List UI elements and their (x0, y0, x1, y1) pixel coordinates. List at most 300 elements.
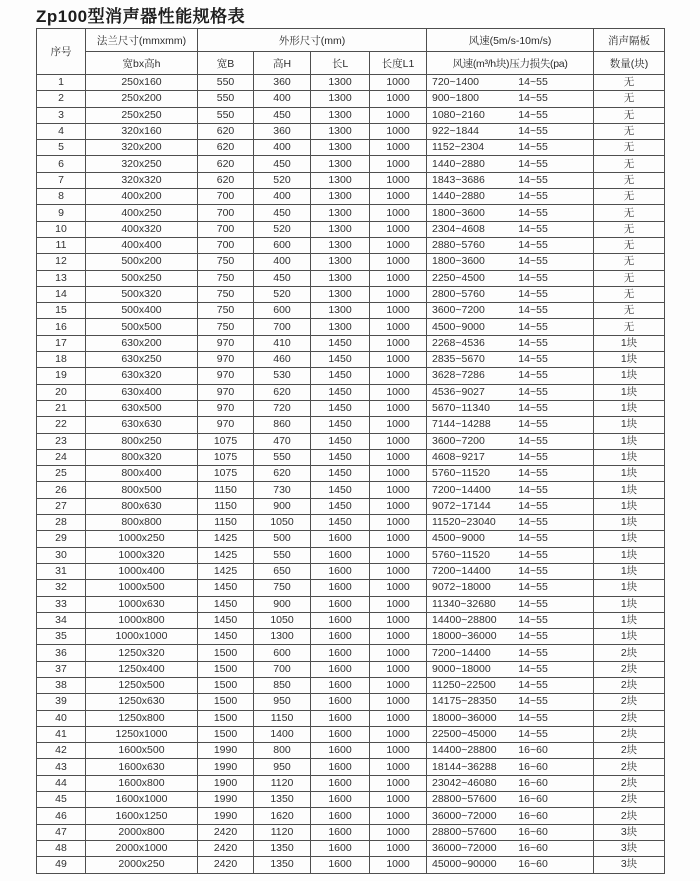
cell-length-l1: 1000 (370, 531, 427, 547)
cell-width-b: 1075 (198, 466, 254, 482)
cell-airflow-range: 2304~4608 (432, 222, 485, 235)
table-row (37, 91, 665, 107)
cell-wind (427, 205, 594, 221)
cell-pressure-loss: 14~55 (518, 125, 548, 138)
cell-height-h: 1120 (254, 775, 311, 791)
cell-width-b: 550 (198, 91, 254, 107)
cell-seq: 16 (37, 319, 86, 335)
cell-seq: 27 (37, 498, 86, 514)
cell-length-l1: 1000 (370, 237, 427, 253)
cell-pressure-loss: 16~60 (518, 809, 548, 822)
cell-width-b: 1450 (198, 612, 254, 628)
cell-pressure-loss: 14~55 (518, 548, 548, 561)
cell-width-b: 1500 (198, 726, 254, 742)
cell-pressure-loss: 14~55 (518, 271, 548, 284)
table-row (37, 694, 665, 710)
cell-baffle-count: 1块 (594, 384, 665, 400)
cell-height-h: 500 (254, 531, 311, 547)
cell-seq: 8 (37, 189, 86, 205)
cell-height-h: 730 (254, 482, 311, 498)
cell-length-l1: 1000 (370, 629, 427, 645)
cell-wind (427, 726, 594, 742)
cell-airflow-range: 9000~18000 (432, 662, 491, 675)
cell-length-l1: 1000 (370, 743, 427, 759)
cell-seq: 48 (37, 840, 86, 856)
table-row (37, 743, 665, 759)
cell-airflow-range: 36000~72000 (432, 842, 497, 855)
cell-width-b: 1075 (198, 433, 254, 449)
cell-wind (427, 482, 594, 498)
cell-length-l: 1600 (311, 775, 370, 791)
cell-seq: 12 (37, 254, 86, 270)
cell-pressure-loss: 14~55 (518, 728, 548, 741)
cell-wind (427, 629, 594, 645)
cell-width-b: 1500 (198, 645, 254, 661)
cell-width-b: 620 (198, 172, 254, 188)
cell-width-b: 1075 (198, 449, 254, 465)
cell-length-l1: 1000 (370, 140, 427, 156)
cell-airflow-range: 11250~22500 (432, 679, 496, 692)
cell-seq: 28 (37, 515, 86, 531)
cell-baffle-count: 1块 (594, 368, 665, 384)
cell-wind (427, 775, 594, 791)
cell-length-l: 1450 (311, 400, 370, 416)
cell-length-l: 1300 (311, 237, 370, 253)
cell-seq: 22 (37, 417, 86, 433)
cell-length-l: 1450 (311, 482, 370, 498)
cell-seq: 47 (37, 824, 86, 840)
table-row (37, 123, 665, 139)
cell-flange-size: 1600x630 (86, 759, 198, 775)
cell-wind (427, 792, 594, 808)
cell-baffle-count: 2块 (594, 710, 665, 726)
cell-height-h: 360 (254, 75, 311, 91)
cell-airflow-range: 7200~14400 (432, 646, 491, 659)
cell-baffle-count: 1块 (594, 629, 665, 645)
cell-airflow-range: 7200~14400 (432, 483, 491, 496)
cell-pressure-loss: 14~55 (518, 157, 548, 170)
cell-width-b: 620 (198, 156, 254, 172)
cell-seq: 11 (37, 237, 86, 253)
cell-flange-size: 500x250 (86, 270, 198, 286)
cell-length-l: 1300 (311, 75, 370, 91)
cell-width-b: 1990 (198, 743, 254, 759)
cell-width-b: 1450 (198, 596, 254, 612)
table-row (37, 156, 665, 172)
cell-baffle-count: 无 (594, 205, 665, 221)
cell-flange-size: 2000x250 (86, 857, 198, 873)
cell-baffle-count: 2块 (594, 775, 665, 791)
cell-flange-size: 320x160 (86, 123, 198, 139)
cell-height-h: 360 (254, 123, 311, 139)
cell-flange-size: 1250x1000 (86, 726, 198, 742)
cell-height-h: 400 (254, 91, 311, 107)
cell-baffle-count: 无 (594, 221, 665, 237)
cell-pressure-loss: 14~55 (518, 613, 548, 626)
cell-length-l: 1600 (311, 661, 370, 677)
cell-flange-size: 320x200 (86, 140, 198, 156)
cell-length-l1: 1000 (370, 710, 427, 726)
table-row (37, 189, 665, 205)
cell-airflow-range: 3628~7286 (432, 369, 485, 382)
cell-baffle-count: 1块 (594, 563, 665, 579)
cell-airflow-range: 28800~57600 (432, 825, 497, 838)
cell-airflow-range: 1440~2880 (432, 190, 485, 203)
cell-pressure-loss: 16~60 (518, 793, 548, 806)
cell-seq: 13 (37, 270, 86, 286)
cell-baffle-count: 无 (594, 140, 665, 156)
cell-baffle-count: 1块 (594, 531, 665, 547)
table-row (37, 857, 665, 873)
cell-pressure-loss: 14~55 (518, 565, 548, 578)
cell-baffle-count: 2块 (594, 694, 665, 710)
cell-seq: 18 (37, 352, 86, 368)
cell-baffle-count: 1块 (594, 596, 665, 612)
table-row (37, 596, 665, 612)
cell-pressure-loss: 16~60 (518, 760, 548, 773)
cell-flange-size: 400x400 (86, 237, 198, 253)
cell-height-h: 1050 (254, 612, 311, 628)
cell-wind (427, 270, 594, 286)
cell-pressure-loss: 14~55 (518, 662, 548, 675)
cell-seq: 14 (37, 286, 86, 302)
cell-length-l: 1600 (311, 580, 370, 596)
cell-wind (427, 75, 594, 91)
cell-seq: 40 (37, 710, 86, 726)
cell-length-l1: 1000 (370, 775, 427, 791)
cell-baffle-count: 3块 (594, 824, 665, 840)
cell-width-b: 750 (198, 286, 254, 302)
header-outline-group: 外形尺寸(mm) (198, 29, 427, 52)
cell-height-h: 1620 (254, 808, 311, 824)
cell-flange-size: 800x400 (86, 466, 198, 482)
cell-length-l: 1600 (311, 629, 370, 645)
cell-width-b: 1450 (198, 580, 254, 596)
cell-baffle-count: 无 (594, 107, 665, 123)
cell-length-l1: 1000 (370, 449, 427, 465)
cell-baffle-count: 2块 (594, 792, 665, 808)
cell-length-l: 1300 (311, 270, 370, 286)
cell-length-l: 1450 (311, 352, 370, 368)
table-row (37, 417, 665, 433)
cell-airflow-range: 23042~46080 (432, 776, 497, 789)
cell-wind (427, 580, 594, 596)
cell-height-h: 410 (254, 335, 311, 351)
cell-height-h: 800 (254, 743, 311, 759)
cell-length-l: 1600 (311, 743, 370, 759)
cell-airflow-range: 2800~5760 (432, 288, 485, 300)
cell-pressure-loss: 14~55 (518, 92, 548, 105)
cell-length-l1: 1000 (370, 563, 427, 579)
cell-baffle-count: 3块 (594, 857, 665, 873)
cell-length-l: 1600 (311, 792, 370, 808)
cell-wind (427, 140, 594, 156)
cell-pressure-loss: 14~55 (518, 450, 548, 463)
cell-length-l: 1300 (311, 205, 370, 221)
cell-width-b: 970 (198, 368, 254, 384)
cell-pressure-loss: 14~55 (518, 353, 548, 366)
cell-length-l: 1450 (311, 384, 370, 400)
cell-length-l1: 1000 (370, 123, 427, 139)
cell-seq: 43 (37, 759, 86, 775)
cell-baffle-count: 2块 (594, 743, 665, 759)
header-baffle-sub: 数量(块) (594, 52, 665, 75)
cell-width-b: 1425 (198, 563, 254, 579)
cell-wind (427, 384, 594, 400)
cell-wind (427, 645, 594, 661)
cell-length-l1: 1000 (370, 107, 427, 123)
cell-length-l: 1600 (311, 531, 370, 547)
cell-length-l1: 1000 (370, 726, 427, 742)
cell-height-h: 720 (254, 400, 311, 416)
table-row (37, 107, 665, 123)
cell-flange-size: 500x400 (86, 303, 198, 319)
cell-length-l: 1600 (311, 596, 370, 612)
cell-wind (427, 466, 594, 482)
cell-seq: 26 (37, 482, 86, 498)
cell-length-l1: 1000 (370, 335, 427, 351)
cell-baffle-count: 1块 (594, 498, 665, 514)
cell-pressure-loss: 14~55 (518, 532, 548, 545)
header-seq: 序号 (37, 29, 86, 75)
cell-height-h: 400 (254, 140, 311, 156)
cell-height-h: 620 (254, 384, 311, 400)
cell-length-l1: 1000 (370, 857, 427, 873)
cell-flange-size: 320x250 (86, 156, 198, 172)
header-height-h: 高H (254, 52, 311, 75)
cell-seq: 29 (37, 531, 86, 547)
cell-length-l1: 1000 (370, 466, 427, 482)
cell-height-h: 950 (254, 694, 311, 710)
table-row (37, 710, 665, 726)
cell-width-b: 970 (198, 335, 254, 351)
cell-width-b: 1500 (198, 710, 254, 726)
header-row-subs (37, 52, 665, 75)
cell-height-h: 1050 (254, 515, 311, 531)
header-wind-sub: 风速(m³/h块)压力损失(pa) (427, 52, 594, 75)
cell-flange-size: 1000x800 (86, 612, 198, 628)
cell-airflow-range: 4500~9000 (432, 532, 485, 545)
cell-seq: 36 (37, 645, 86, 661)
cell-flange-size: 1600x500 (86, 743, 198, 759)
cell-flange-size: 630x630 (86, 417, 198, 433)
cell-seq: 24 (37, 449, 86, 465)
cell-width-b: 620 (198, 140, 254, 156)
cell-pressure-loss: 14~55 (518, 402, 548, 415)
cell-length-l1: 1000 (370, 352, 427, 368)
cell-width-b: 700 (198, 237, 254, 253)
cell-width-b: 1500 (198, 677, 254, 693)
cell-pressure-loss: 14~55 (518, 467, 548, 480)
cell-airflow-range: 1440~2880 (432, 157, 485, 170)
cell-length-l1: 1000 (370, 808, 427, 824)
cell-length-l1: 1000 (370, 205, 427, 221)
cell-height-h: 1120 (254, 824, 311, 840)
cell-length-l1: 1000 (370, 319, 427, 335)
cell-length-l1: 1000 (370, 677, 427, 693)
cell-airflow-range: 922~1844 (432, 125, 480, 138)
cell-height-h: 600 (254, 237, 311, 253)
cell-airflow-range: 18000~36000 (432, 630, 497, 643)
table-row (37, 661, 665, 677)
cell-seq: 3 (37, 107, 86, 123)
cell-width-b: 970 (198, 352, 254, 368)
cell-width-b: 1500 (198, 694, 254, 710)
cell-length-l: 1300 (311, 221, 370, 237)
cell-baffle-count: 无 (594, 156, 665, 172)
cell-pressure-loss: 14~55 (518, 239, 548, 252)
table-row (37, 612, 665, 628)
cell-length-l1: 1000 (370, 840, 427, 856)
cell-airflow-range: 11520~23040 (432, 516, 496, 529)
cell-flange-size: 400x320 (86, 221, 198, 237)
cell-flange-size: 630x320 (86, 368, 198, 384)
table-row (37, 286, 665, 302)
cell-length-l1: 1000 (370, 482, 427, 498)
cell-pressure-loss: 14~55 (518, 581, 548, 594)
cell-height-h: 520 (254, 221, 311, 237)
cell-pressure-loss: 16~60 (518, 842, 548, 855)
header-row-groups (37, 29, 665, 52)
table-row (37, 726, 665, 742)
cell-baffle-count: 1块 (594, 433, 665, 449)
cell-length-l: 1300 (311, 189, 370, 205)
cell-wind (427, 189, 594, 205)
cell-length-l1: 1000 (370, 384, 427, 400)
cell-flange-size: 1600x800 (86, 775, 198, 791)
cell-airflow-range: 2250~4500 (432, 271, 485, 284)
cell-length-l: 1450 (311, 515, 370, 531)
cell-height-h: 600 (254, 303, 311, 319)
cell-height-h: 450 (254, 107, 311, 123)
cell-width-b: 620 (198, 123, 254, 139)
cell-length-l: 1300 (311, 254, 370, 270)
cell-length-l: 1450 (311, 498, 370, 514)
cell-flange-size: 2000x800 (86, 824, 198, 840)
cell-wind (427, 661, 594, 677)
cell-width-b: 550 (198, 107, 254, 123)
table-row (37, 775, 665, 791)
cell-seq: 44 (37, 775, 86, 791)
cell-seq: 35 (37, 629, 86, 645)
cell-seq: 10 (37, 221, 86, 237)
table-row (37, 368, 665, 384)
cell-seq: 5 (37, 140, 86, 156)
cell-baffle-count: 1块 (594, 612, 665, 628)
table-row (37, 840, 665, 856)
cell-length-l: 1300 (311, 286, 370, 302)
cell-airflow-range: 4500~9000 (432, 320, 485, 333)
cell-flange-size: 1250x500 (86, 677, 198, 693)
cell-length-l: 1600 (311, 824, 370, 840)
table-row (37, 254, 665, 270)
cell-width-b: 1990 (198, 808, 254, 824)
table-row (37, 140, 665, 156)
table-row (37, 384, 665, 400)
cell-airflow-range: 1080~2160 (432, 108, 485, 121)
cell-airflow-range: 14175~28350 (432, 695, 497, 708)
cell-airflow-range: 1800~3600 (432, 206, 485, 219)
cell-airflow-range: 18144~36288 (432, 760, 497, 773)
cell-length-l: 1300 (311, 107, 370, 123)
cell-flange-size: 400x200 (86, 189, 198, 205)
cell-height-h: 700 (254, 319, 311, 335)
cell-width-b: 1150 (198, 515, 254, 531)
spec-table (36, 28, 665, 874)
cell-length-l: 1600 (311, 563, 370, 579)
cell-wind (427, 710, 594, 726)
cell-airflow-range: 28800~57600 (432, 793, 497, 806)
cell-height-h: 520 (254, 172, 311, 188)
cell-height-h: 450 (254, 205, 311, 221)
cell-length-l1: 1000 (370, 156, 427, 172)
cell-pressure-loss: 14~55 (518, 141, 548, 154)
cell-baffle-count: 无 (594, 123, 665, 139)
cell-baffle-count: 1块 (594, 400, 665, 416)
cell-length-l: 1600 (311, 726, 370, 742)
cell-height-h: 550 (254, 449, 311, 465)
cell-flange-size: 800x630 (86, 498, 198, 514)
cell-airflow-range: 11340~32680 (432, 597, 496, 610)
cell-width-b: 1425 (198, 531, 254, 547)
cell-length-l: 1600 (311, 840, 370, 856)
cell-flange-size: 800x250 (86, 433, 198, 449)
cell-baffle-count: 无 (594, 237, 665, 253)
cell-pressure-loss: 14~55 (518, 418, 548, 431)
cell-seq: 38 (37, 677, 86, 693)
table-row (37, 75, 665, 91)
cell-flange-size: 500x500 (86, 319, 198, 335)
spec-table-head (37, 29, 665, 75)
cell-baffle-count: 2块 (594, 661, 665, 677)
cell-baffle-count: 1块 (594, 466, 665, 482)
cell-airflow-range: 9072~17144 (432, 499, 491, 512)
cell-wind (427, 840, 594, 856)
cell-wind (427, 107, 594, 123)
table-row (37, 629, 665, 645)
cell-airflow-range: 2835~5670 (432, 353, 485, 366)
cell-seq: 45 (37, 792, 86, 808)
page-title: Zp100型消声器性能规格表 (36, 7, 246, 26)
cell-pressure-loss: 14~55 (518, 108, 548, 121)
cell-height-h: 450 (254, 156, 311, 172)
cell-width-b: 750 (198, 254, 254, 270)
cell-length-l: 1450 (311, 335, 370, 351)
cell-flange-size: 800x320 (86, 449, 198, 465)
cell-airflow-range: 1843~3686 (432, 173, 485, 186)
cell-baffle-count: 无 (594, 172, 665, 188)
cell-width-b: 550 (198, 75, 254, 91)
cell-flange-size: 630x400 (86, 384, 198, 400)
cell-pressure-loss: 14~55 (518, 385, 548, 398)
cell-flange-size: 1250x800 (86, 710, 198, 726)
cell-baffle-count: 1块 (594, 547, 665, 563)
table-row (37, 400, 665, 416)
cell-airflow-range: 5760~11520 (432, 467, 490, 480)
cell-baffle-count: 无 (594, 319, 665, 335)
cell-flange-size: 1000x400 (86, 563, 198, 579)
cell-wind (427, 156, 594, 172)
cell-width-b: 750 (198, 270, 254, 286)
table-row (37, 482, 665, 498)
cell-flange-size: 1000x630 (86, 596, 198, 612)
cell-seq: 21 (37, 400, 86, 416)
cell-pressure-loss: 14~55 (518, 434, 548, 447)
cell-height-h: 950 (254, 759, 311, 775)
cell-wind (427, 677, 594, 693)
cell-height-h: 530 (254, 368, 311, 384)
cell-seq: 39 (37, 694, 86, 710)
